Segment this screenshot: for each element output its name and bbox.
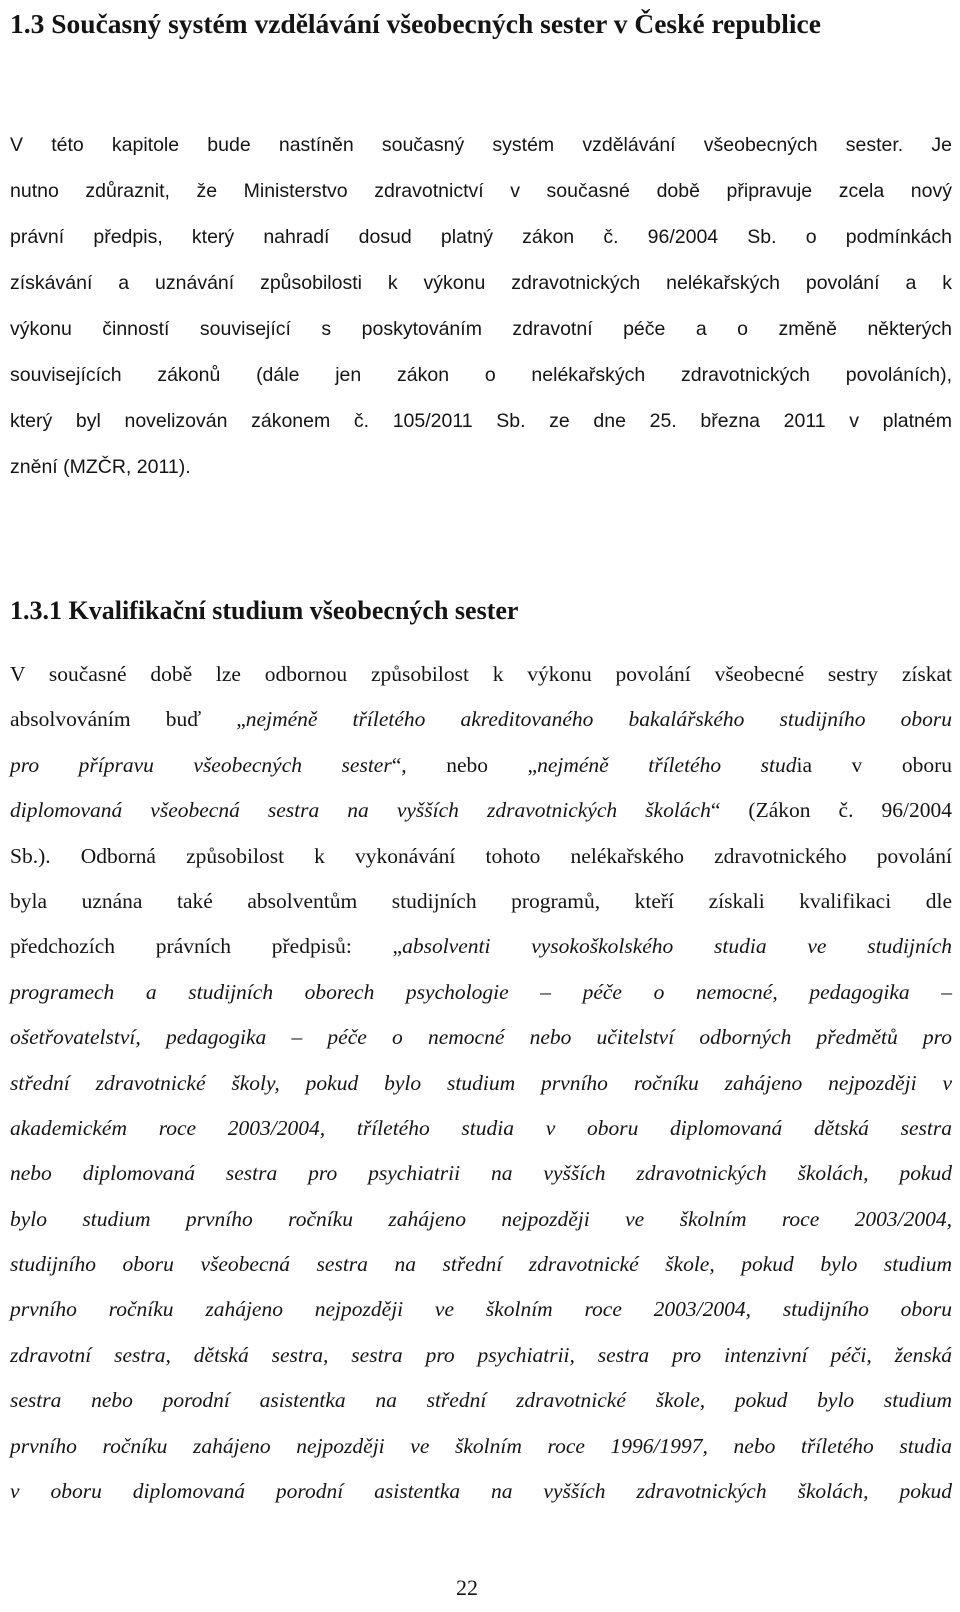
text-line: byla uznána také absolventům studijních programů, kteří získali kvalifikaci dle: [10, 888, 952, 913]
italic-line: prvního ročníku zahájeno nejpozději ve školním roce 1996/1997, nebo tříletého studia: [10, 1433, 952, 1458]
text-line: výkonu činností související s poskytováním zdravotní péče a o změně některých: [10, 318, 952, 340]
italic-span: pro přípravu všeobecných sester: [10, 752, 392, 777]
text-span: ia v oboru: [796, 752, 952, 777]
text-line: znění (MZČR, 2011).: [10, 456, 191, 478]
text-line: [10, 697, 952, 742]
text-line: [10, 743, 952, 788]
text-span: “, nebo „: [391, 752, 538, 777]
italic-line: nebo diplomovaná sestra pro psychiatrii na vyšších zdravotnických školách, pokud: [10, 1161, 952, 1186]
italic-line: sestra nebo porodní asistentka na střední zdravotnické škole, pokud bylo studium: [10, 1388, 952, 1413]
text-span: předchozích právních předpisů: „: [10, 934, 403, 959]
text-line: souvisejících zákonů (dále jen zákon o nelékařských zdravotnických povoláních),: [10, 364, 952, 386]
italic-line: programech a studijních oborech psychologie – péče o nemocné, pedagogika –: [10, 979, 952, 1004]
text-span: právní předpis, který nahradí dosud platný zákon č. 96/2004 Sb.: [10, 226, 777, 248]
text-span: “ (Zákon č. 96/2004: [710, 798, 952, 823]
text-line: [10, 788, 952, 833]
intro-paragraph: [10, 122, 952, 490]
subsection-heading: 1.3.1 Kvalifikační studium všeobecných sester: [10, 596, 519, 625]
italic-line: zdravotní sestra, dětská sestra, sestra pro psychiatrii, sestra pro intenzivní péči, ženská: [10, 1342, 952, 1367]
text-line: nutno zdůraznit, že Ministerstvo zdravotnictví v současné době připravuje zcela nový: [10, 180, 952, 202]
italic-line: akademickém roce 2003/2004, tříletého studia v oboru diplomovaná dětská sestra: [10, 1115, 952, 1140]
italic-line: prvního ročníku zahájeno nejpozději ve školním roce 2003/2004, studijního oboru: [10, 1297, 952, 1322]
italic-line: v oboru diplomovaná porodní asistentka na vyšších zdravotnických školách, pokud: [10, 1479, 952, 1504]
text-span: o podmínkách: [776, 226, 952, 248]
italic-line: střední zdravotnické školy, pokud bylo studium prvního ročníku zahájeno nejpozději v: [10, 1070, 952, 1095]
section-heading: 1.3 Současný systém vzdělávání všeobecných sester v České republice: [10, 8, 821, 39]
text-span: absolvováním buď „: [10, 707, 246, 732]
text-line: [10, 924, 952, 969]
qualification-paragraph: [10, 652, 952, 1514]
text-line: V této kapitole bude nastíněn současný systém vzdělávání všeobecných sester. Je: [10, 134, 952, 156]
text-line: který byl novelizován zákonem č. 105/2011 Sb. ze dne 25. března 2011 v platném: [10, 410, 952, 432]
text-line: Sb.). Odborná způsobilost k vykonávání tohoto nelékařského zdravotnického povolání: [10, 843, 952, 868]
italic-span: absolventi vysokoškolského studia ve studijních: [402, 934, 952, 959]
text-line: získávání a uznávání způsobilosti k výkonu zdravotnických nelékařských povolání a k: [10, 272, 952, 294]
page-number: 22: [456, 1575, 478, 1600]
italic-line: bylo studium prvního ročníku zahájeno nejpozději ve školním roce 2003/2004,: [10, 1206, 952, 1231]
italic-line: ošetřovatelství, pedagogika – péče o nemocné nebo učitelství odborných předmětů pro: [10, 1025, 952, 1050]
text-line: V současné době lze odbornou způsobilost k výkonu povolání všeobecné sestry získat: [10, 662, 952, 686]
italic-span: nejméně tříletého akreditovaného bakalářského studijního oboru: [245, 707, 952, 732]
italic-line: studijního oboru všeobecná sestra na střední zdravotnické škole, pokud bylo studium: [10, 1252, 952, 1277]
italic-span: nejméně tříletého stud: [537, 752, 797, 777]
text-line: [10, 214, 952, 260]
italic-span: diplomovaná všeobecná sestra na vyšších zdravotnických školách: [10, 798, 711, 823]
